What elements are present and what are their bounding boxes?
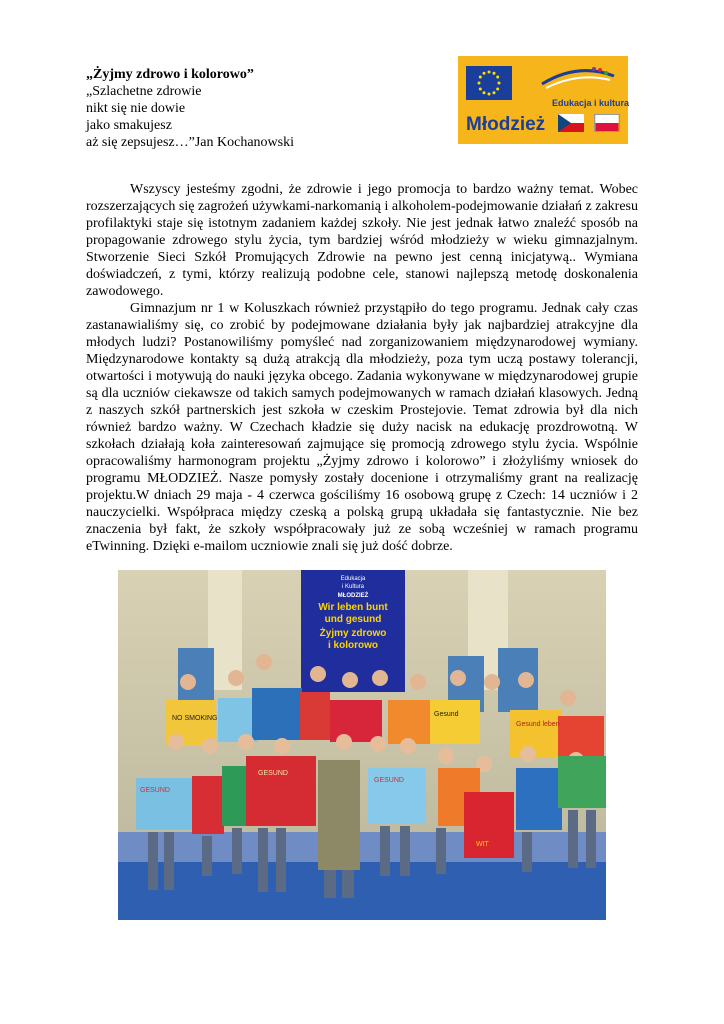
swoosh-icon	[538, 64, 618, 94]
banner-line: Żyjmy zdrowo	[319, 628, 387, 639]
poem-line: „Szlachetne zdrowie	[86, 84, 202, 99]
banner-line: und gesund	[324, 614, 382, 625]
banner-line: Edukacja	[340, 576, 366, 582]
paragraph: Wszyscy jesteśmy zgodni, że zdrowie i jego promocja to bardzo ważny temat. Wobec rozszerzających się zagrożeń używkami-narkomanią i alkoholem-podejmowanie działań z zakresu profilaktyki staje się istotnym zadaniem każdej szkoły. Nie jest jednak łatwo znaleźć sposób na propagowanie zdrowego stylu życia, tym bardziej wśród młodzieży w wieku gimnazjalnym. Stworzenie Sieci Szkół Promujących Zdrowie na pewno jest cenną inicjatywą.. Wymiana doświadczeń, z tymi, którzy realizują podobne cele, stanowi najlepszą metodę doskonalenia zawodowego.	[86, 182, 638, 299]
poem-header	[86, 66, 406, 151]
shirt-text: NO SMOKING	[172, 715, 218, 722]
program-label: Edukacja i kultura	[552, 98, 630, 108]
paragraph: Gimnazjum nr 1 w Koluszkach również przystąpiło do tego programu. Jednak cały czas zastanawialiśmy się, co zrobić by podejmowane działania były jak najbardziej atrakcyjne dla młodych ludzi? Postanowiliśmy pomyśleć nad zorganizowaniem międzynarodowej wymiany. Międzynarodowe kontakty są dużą atrakcją dla młodzieży, poza tym uczą postawy tolerancji, otwartości i motywują do nauki języka obcego. Zadania wykonywane w międzynarodowej grupie są dla uczniów ciekawsze od takich samych podejmowanych w ramach działań klasowych. Jedną z naszych szkół partnerskich jest szkoła w czeskim Prostejovie. Temat zdrowia był dla nich również bardzo ważny. W Czechach kładzie się duży nacisk na edukację prozdrowotną. W szkołach działają koła zainteresowań zajmujące się promocją zdrowego stylu życia. Wspólnie opracowaliśmy harmonogram projektu „Żyjmy zdrowo i kolorowo” i złożyliśmy wniosek do programu MŁODZIEŻ. Nasze pomysły zostały docenione i otrzymaliśmy grant na realizację projektu.W dniach 29 maja - 4 czerwca gościliśmy 16 osobową grupę z Czech: 14 uczniów i 2 nauczycielki. Współpraca między czeską a polską grupą układała się fantastycznie. Nie bez znaczenia był fakt, że szkoły współpracowały już ze sobą wcześniej w ramach programu eTwinning. Dzięki e-mailom uczniowie znali się już dość dobrze.	[86, 301, 638, 554]
group-photo	[118, 570, 606, 920]
document-title: „Żyjmy zdrowo i kolorowo”	[86, 67, 254, 82]
shirt-text: Gesund leben	[516, 721, 560, 728]
poem-line: jako smakujesz	[86, 118, 172, 133]
article-body	[86, 181, 638, 555]
poem-line: nikt się nie dowie	[86, 101, 186, 116]
czech-flag-icon	[558, 114, 584, 132]
banner-line: i Kultura	[341, 584, 365, 590]
shirt-text: GESUND	[258, 770, 288, 777]
eu-flag-icon	[466, 66, 512, 100]
shirt-text: WIT	[476, 841, 489, 848]
poem-line: aż się zepsujesz…”Jan Kochanowski	[86, 135, 294, 150]
program-name: Młodzież	[466, 114, 546, 135]
banner-line: i kolorowo	[328, 640, 378, 651]
polish-flag-icon	[594, 114, 620, 132]
shirt-text: GESUND	[374, 777, 404, 784]
shirt-text: Gesund	[434, 711, 459, 718]
banner-line: MŁODZIEŻ	[337, 593, 369, 599]
shirt-text: GESUND	[140, 787, 170, 794]
youth-program-logo	[458, 56, 628, 144]
banner-line: Wir leben bunt	[318, 602, 388, 613]
